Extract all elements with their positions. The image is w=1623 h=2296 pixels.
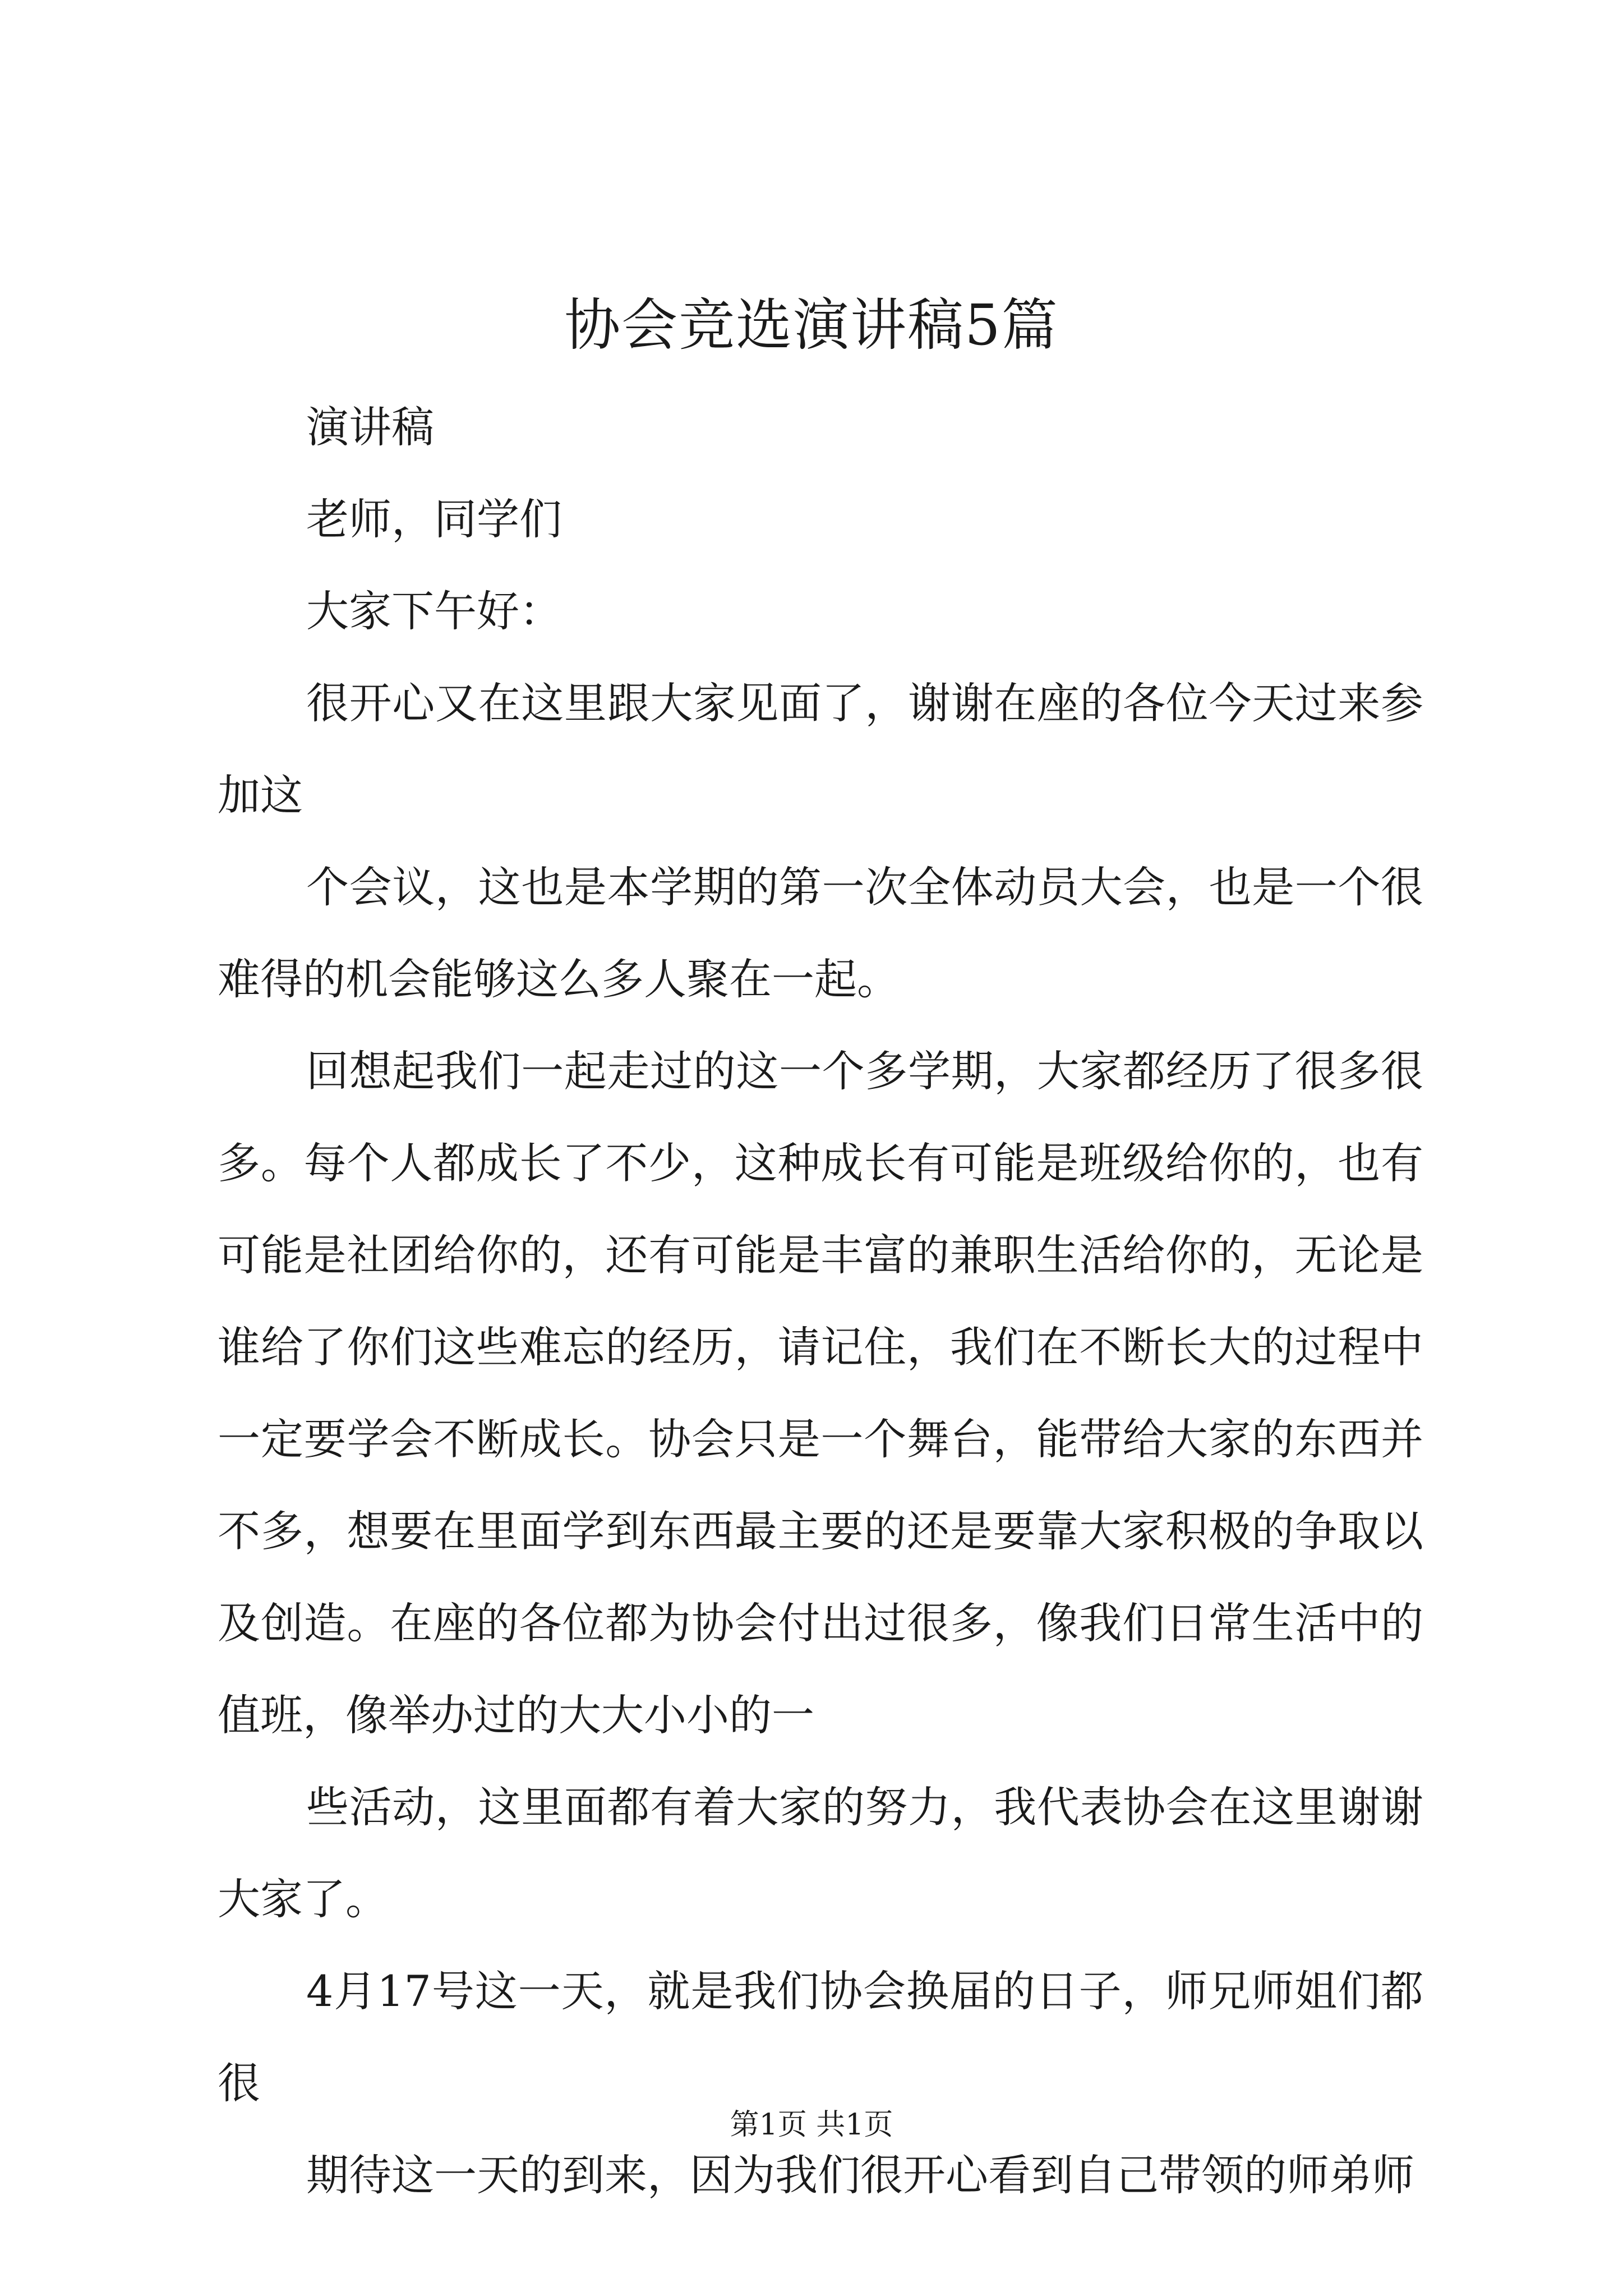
paragraph: 个会议，这也是本学期的第一次全体动员大会，也是一个很难得的机会能够这么多人聚在一起。: [218, 862, 1423, 1004]
document-body: [218, 381, 1423, 2221]
paragraph: 老师，同学们: [306, 494, 562, 544]
paragraph: 些活动，这里面都有着大家的努力，我代表协会在这里谢谢大家了。: [218, 1782, 1423, 1924]
paragraph: 很开心又在这里跟大家见面了，谢谢在座的各位今天过来参加这: [218, 678, 1423, 820]
paragraph: 大家下午好：: [306, 586, 562, 636]
paragraph: 回想起我们一起走过的这一个多学期，大家都经历了很多很多。每个人都成长了不少，这种成长有可能是班级给你的，也有可能是社团给你的，还有可能是丰富的兼职生活给你的，无论是谁给了你们这些难忘的经历，请记住，我们在不断长大的过程中一定要学会不断成长。协会只是一个舞台，能带给大家的东西并不多，想要在里面学到东西最主要的还是要靠大家积极的争取以及创造。在座的各位都为协会付出过很多，像我们日常生活中的值班，像举办过的大大小小的一: [218, 1046, 1423, 1740]
document-title: 协会竞选演讲稿5篇: [564, 292, 1059, 358]
paragraph: 期待这一天的到来，因为我们很开心看到自己带领的师弟师: [306, 2150, 1414, 2200]
paragraph: 4月17号这一天，就是我们协会换届的日子，师兄师姐们都很: [218, 1966, 1423, 2108]
paragraph: 演讲稿: [306, 402, 434, 452]
page-footer: 第1页 共1页: [730, 2108, 893, 2142]
